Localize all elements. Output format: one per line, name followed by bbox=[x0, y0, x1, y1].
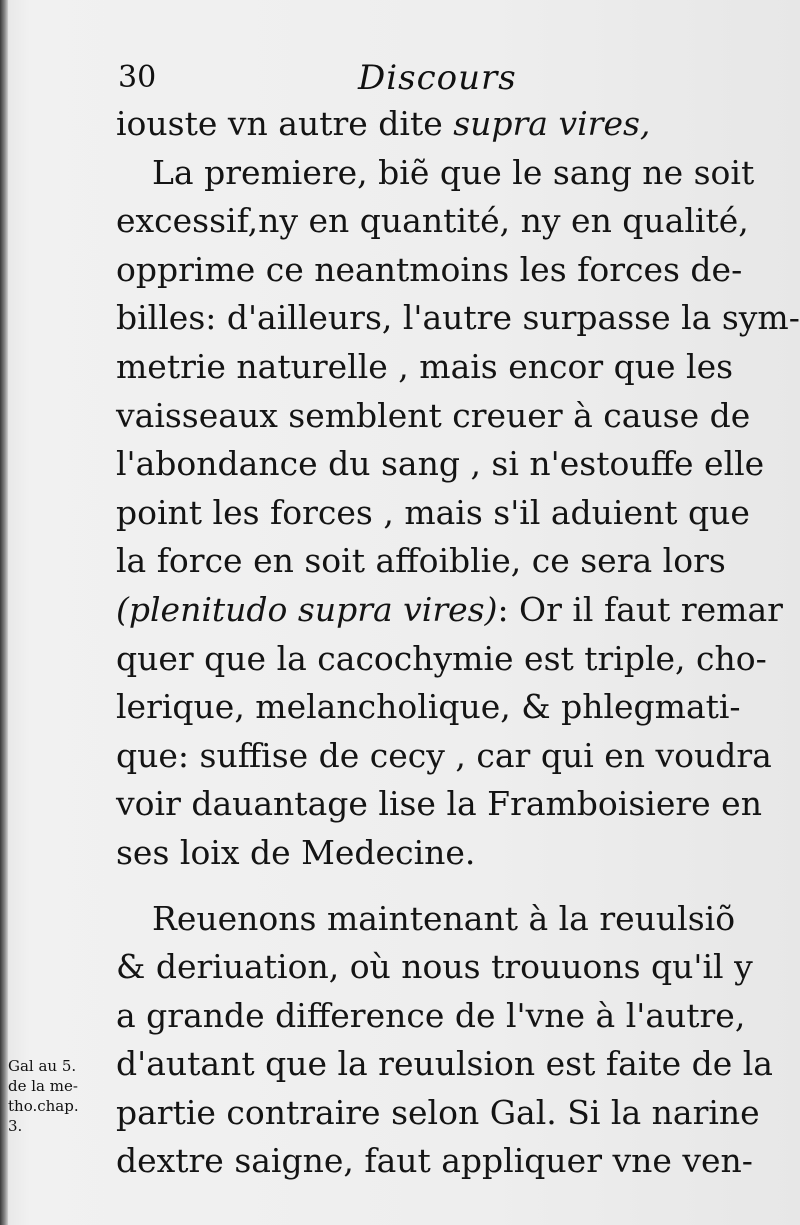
text-line-17: Reuenons maintenant à la reuulsiõ bbox=[152, 898, 736, 938]
text-line-14: que: suffise de cecy , car qui en voudra bbox=[116, 735, 772, 775]
text-line-4: opprime ce neantmoins les forces de- bbox=[116, 249, 743, 289]
body-text bbox=[116, 100, 800, 1186]
text-line-22: dextre saigne, faut appliquer vne ven- bbox=[116, 1141, 753, 1181]
marginal-note-line: Gal au 5. bbox=[8, 1057, 77, 1075]
text-line-6: metrie naturelle , mais encor que les bbox=[116, 346, 734, 386]
text-line-16: ses loix de Medecine. bbox=[116, 832, 476, 872]
text-line-5: billes: d'ailleurs, l'autre surpasse la sym- bbox=[116, 298, 800, 338]
text-line-2: La premiere, biẽ que le sang ne soit bbox=[152, 152, 755, 192]
text-line-12: quer que la cacochymie est triple, cho- bbox=[116, 638, 767, 678]
text-line-8: l'abondance du sang , si n'estouffe elle bbox=[116, 444, 765, 484]
text-line-3: excessif,ny en quantité, ny en qualité, bbox=[116, 201, 749, 241]
page-binding-edge bbox=[0, 0, 8, 1225]
text-line-11: (plenitudo supra vires): Or il faut remar bbox=[116, 589, 783, 629]
marginal-note-line: de la me- bbox=[8, 1077, 78, 1095]
page-header bbox=[116, 58, 716, 102]
text-line-21: partie contraire selon Gal. Si la narine bbox=[116, 1092, 760, 1132]
text-line-10: la force en soit affoiblie, ce sera lors bbox=[116, 541, 726, 581]
text-line-19: a grande difference de l'vne à l'autre, bbox=[116, 995, 746, 1035]
text-line-18: & deriuation, où nous trouuons qu'il y bbox=[116, 947, 753, 987]
marginal-note-line: 3. bbox=[8, 1117, 23, 1135]
text-line-7: vaisseaux semblent creuer à cause de bbox=[116, 395, 751, 435]
marginal-note-line: tho.chap. bbox=[8, 1097, 79, 1115]
text-line-15: voir dauantage lise la Framboisiere en bbox=[116, 784, 762, 824]
page-number: 30 bbox=[118, 60, 157, 95]
text-line-20: d'autant que la reuulsion est faite de la bbox=[116, 1044, 773, 1084]
text-line-1: iouste vn autre dite supra vires, bbox=[116, 104, 651, 143]
running-title: Discours bbox=[358, 58, 517, 98]
text-line-9: point les forces , mais s'il aduient que bbox=[116, 492, 750, 532]
text-line-13: lerique, melancholique, & phlegmati- bbox=[116, 687, 741, 727]
marginal-note bbox=[8, 1056, 118, 1136]
